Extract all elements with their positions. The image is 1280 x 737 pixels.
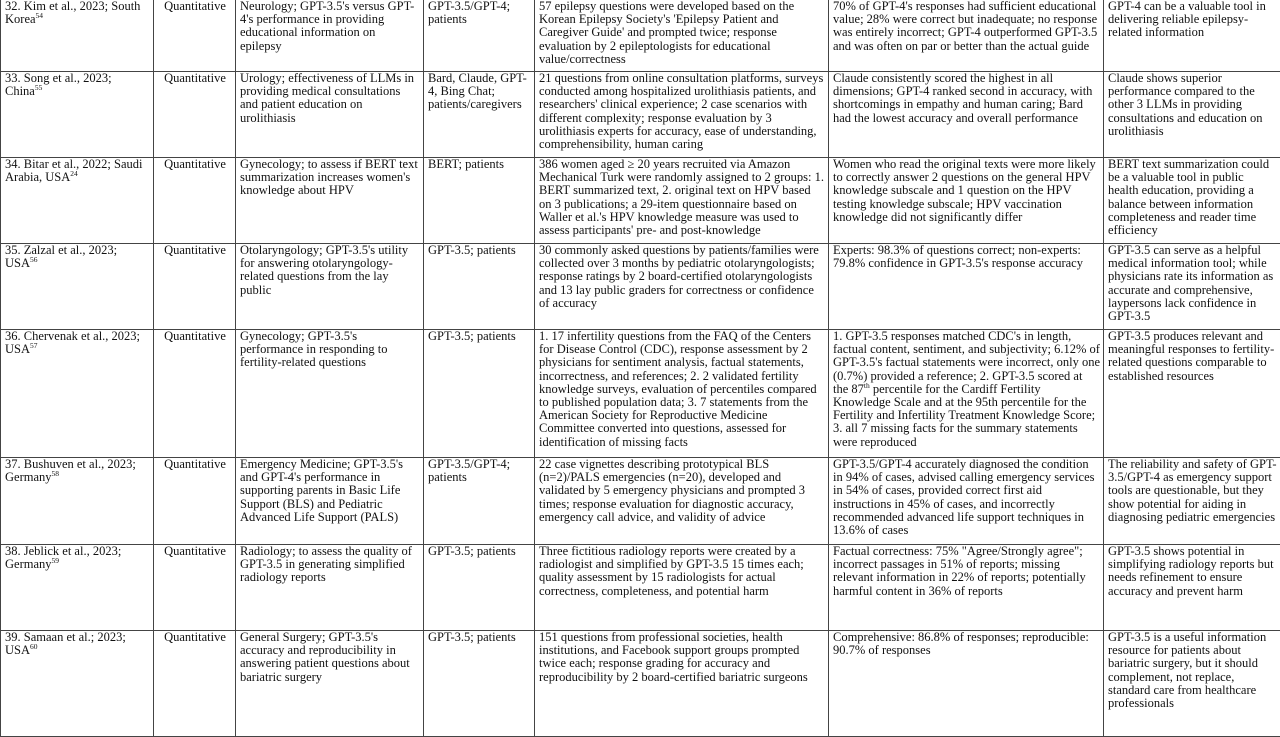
conclusion-cell: GPT-4 can be a valuable tool in delivering reliable epilepsy-related information (1104, 0, 1280, 72)
results-cell: Claude consistently scored the highest in all dimensions; GPT-4 ranked second in accuracy, with shortcomings in empathy and human caring; Bard had the lowest accuracy and overall performance (829, 72, 1104, 158)
table-row (1, 0, 1280, 72)
model-cell: GPT-3.5; patients (424, 330, 535, 458)
focus-cell: Urology; effectiveness of LLMs in providing medical consultations and patient education on urolithiasis (236, 72, 424, 158)
focus-cell: Gynecology; GPT-3.5's performance in responding to fertility-related questions (236, 330, 424, 458)
reference-number: 24 (70, 169, 78, 178)
reference-number: 54 (36, 11, 44, 20)
model-cell: GPT-3.5/GPT-4; patients (424, 0, 535, 72)
methods-cell: 1. 17 infertility questions from the FAQ of the Centers for Disease Control (CDC), response assessment by 2 physicians for sentiment analysis, factual statements, incorrectness, and references; 2. 2 validated fertility knowledge surveys, evaluation of percentiles compared to published population data; 3. 7 statements from the American Society for Reproductive Medicine Committee converted into questions, assessed for identification of missing facts (535, 330, 829, 458)
table-row (1, 72, 1280, 158)
conclusion-cell: The reliability and safety of GPT-3.5/GPT-4 as emergency support tools are questionable, but they show potential for aiding in diagnosing pediatric emergencies (1104, 458, 1280, 545)
study-cell: 38. Jeblick et al., 2023; Germany$^{59}$ (1, 545, 154, 631)
study-cell: 34. Bitar et al., 2022; Saudi Arabia, USA$^{24}$ (1, 158, 154, 244)
study-type-cell: Quantitative (154, 158, 236, 244)
model-cell: BERT; patients (424, 158, 535, 244)
focus-cell: Neurology; GPT-3.5's versus GPT-4's performance in providing educational information on epilepsy (236, 0, 424, 72)
methods-cell: 57 epilepsy questions were developed based on the Korean Epilepsy Society's 'Epilepsy Patient and Caregiver Guide' and prompted twice; response evaluation by 2 epileptologists for educational value/correctness (535, 0, 829, 72)
reference-number: 59 (52, 556, 60, 565)
focus-cell: General Surgery; GPT-3.5's accuracy and reproducibility in answering patient questions about bariatric surgery (236, 631, 424, 737)
results-cell: Comprehensive: 86.8% of responses; reproducible: 90.7% of responses (829, 631, 1104, 737)
results-cell: Experts: 98.3% of questions correct; non-experts: 79.8% confidence in GPT-3.5's response accuracy (829, 244, 1104, 330)
focus-cell: Gynecology; to assess if BERT text summarization increases women's knowledge about HPV (236, 158, 424, 244)
reference-number: 58 (52, 469, 60, 478)
results-cell: GPT-3.5/GPT-4 accurately diagnosed the condition in 94% of cases, advised calling emergency services in 54% of cases, provided correct first aid instructions in 45% of cases, and incorrectly recommended advanced life support techniques in 13.6% of cases (829, 458, 1104, 545)
methods-cell: 30 commonly asked questions by patients/families were collected over 3 months by pediatric otolaryngologists; response ratings by 2 board-certified otolaryngologists and 13 lay public graders for correctness or confidence of accuracy (535, 244, 829, 330)
study-cell: 32. Kim et al., 2023; South Korea$^{54}$ (1, 0, 154, 72)
focus-cell: Radiology; to assess the quality of GPT-3.5 in generating simplified radiology reports (236, 545, 424, 631)
model-cell: GPT-3.5/GPT-4; patients (424, 458, 535, 545)
methods-cell: 151 questions from professional societies, health institutions, and Facebook support groups prompted twice each; response grading for accuracy and reproducibility by 2 board-certified bariatric surgeons (535, 631, 829, 737)
table-row (1, 545, 1280, 631)
table-row (1, 158, 1280, 244)
reference-number: 57 (30, 341, 38, 350)
table-row (1, 330, 1280, 458)
study-type-cell: Quantitative (154, 545, 236, 631)
reference-number: 60 (30, 642, 38, 651)
model-cell: GPT-3.5; patients (424, 631, 535, 737)
results-cell: Women who read the original texts were more likely to correctly answer 2 questions on the general HPV knowledge subscale and 1 question on the HPV testing knowledge subscale; HPV vaccination knowledge did not significantly differ (829, 158, 1104, 244)
reference-number: 56 (30, 255, 38, 264)
study-cell: 37. Bushuven et al., 2023; Germany$^{58}$ (1, 458, 154, 545)
conclusion-cell: GPT-3.5 shows potential in simplifying radiology reports but needs refinement to ensure accuracy and prevent harm (1104, 545, 1280, 631)
focus-cell: Otolaryngology; GPT-3.5's utility for answering otolaryngology-related questions from the lay public (236, 244, 424, 330)
table-row (1, 458, 1280, 545)
results-cell: 70% of GPT-4's responses had sufficient educational value; 28% were correct but inadequate; no response was entirely incorrect; GPT-4 outperformed GPT-3.5 and was often on par or better than the actual guide (829, 0, 1104, 72)
study-cell: 35. Zalzal et al., 2023; USA$^{56}$ (1, 244, 154, 330)
conclusion-cell: BERT text summarization could be a valuable tool in public health education, providing a balance between information completeness and reader time efficiency (1104, 158, 1280, 244)
methods-cell: 21 questions from online consultation platforms, surveys conducted among hospitalized urolithiasis patients, and researchers' clinical experience; 2 case scenarios with different complexity; response evaluation by 3 urolithiasis experts for accuracy, ease of understanding, comprehensibility, human caring (535, 72, 829, 158)
conclusion-cell: GPT-3.5 can serve as a helpful medical information tool; while physicians rate its information as accurate and comprehensive, laypersons lack confidence in GPT-3.5 (1104, 244, 1280, 330)
ordinal-suffix: th (864, 381, 870, 390)
study-type-cell: Quantitative (154, 0, 236, 72)
results-cell: 1. GPT-3.5 responses matched CDC's in length, factual content, sentiment, and subjectivity; 6.12% of GPT-3.5's factual statements were incorrect, only one (0.7%) provided a reference; 2. GPT-3.5 scored at the 87th percentile for the Cardiff Fertility Knowledge Scale and at the 95th percentile for the Fertility and Infertility Treatment Knowledge Score; 3. all 7 missing facts for the summary statements were reproduced (829, 330, 1104, 458)
table-row (1, 631, 1280, 737)
conclusion-cell: GPT-3.5 is a useful information resource for patients about bariatric surgery, but it should complement, not replace, standard care from healthcare professionals (1104, 631, 1280, 737)
model-cell: GPT-3.5; patients (424, 545, 535, 631)
study-type-cell: Quantitative (154, 330, 236, 458)
focus-cell: Emergency Medicine; GPT-3.5's and GPT-4's performance in supporting parents in Basic Life Support (BLS) and Pediatric Advanced Life Support (PALS) (236, 458, 424, 545)
conclusion-cell: GPT-3.5 produces relevant and meaningful responses to fertility-related questions comparable to established resources (1104, 330, 1280, 458)
study-type-cell: Quantitative (154, 72, 236, 158)
model-cell: GPT-3.5; patients (424, 244, 535, 330)
study-cell: 33. Song et al., 2023; China$^{55}$ (1, 72, 154, 158)
conclusion-cell: Claude shows superior performance compared to the other 3 LLMs in providing consultations and education on urolithiasis (1104, 72, 1280, 158)
study-cell: 39. Samaan et al.; 2023; USA$^{60}$ (1, 631, 154, 737)
results-cell: Factual correctness: 75% "Agree/Strongly agree"; incorrect passages in 51% of reports; missing relevant information in 22% of reports; potentially harmful content in 36% of reports (829, 545, 1104, 631)
methods-cell: 22 case vignettes describing prototypical BLS (n=2)/PALS emergencies (n=20), developed and validated by 5 emergency physicians and prompted 3 times; response evaluation for diagnostic accuracy, emergency call advice, and validity of advice (535, 458, 829, 545)
methods-cell: Three fictitious radiology reports were created by a radiologist and simplified by GPT-3.5 15 times each; quality assessment by 15 radiologists for actual correctness, completeness, and potential harm (535, 545, 829, 631)
reference-number: 55 (35, 83, 43, 92)
model-cell: Bard, Claude, GPT-4, Bing Chat; patients/caregivers (424, 72, 535, 158)
study-type-cell: Quantitative (154, 244, 236, 330)
methods-cell: 386 women aged ≥ 20 years recruited via Amazon Mechanical Turk were randomly assigned to 2 groups: 1. BERT summarized text, 2. original text on HPV based on 3 publications; a 29-item questionnaire based on Waller et al.'s HPV knowledge measure was used to assess participants' pre- and post-knowledge (535, 158, 829, 244)
study-type-cell: Quantitative (154, 631, 236, 737)
study-cell: 36. Chervenak et al., 2023; USA$^{57}$ (1, 330, 154, 458)
table-row (1, 244, 1280, 330)
study-type-cell: Quantitative (154, 458, 236, 545)
